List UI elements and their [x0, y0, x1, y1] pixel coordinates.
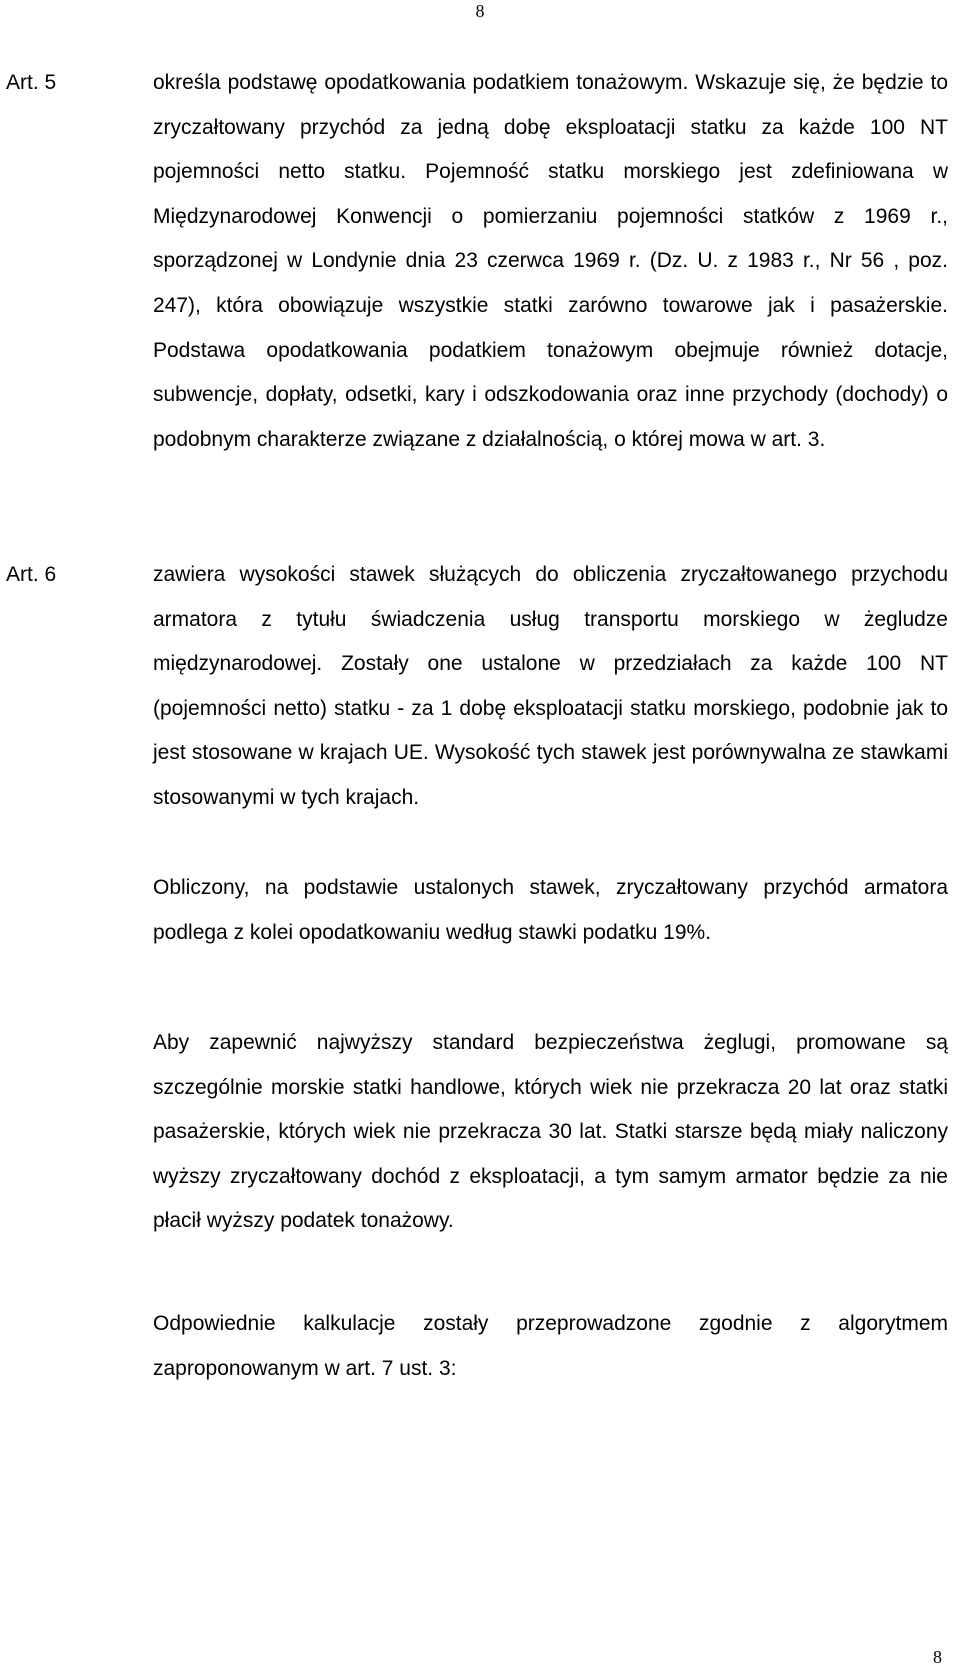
article-label: Art. 6: [6, 563, 57, 586]
article-6-paragraph-1: zawiera wysokości stawek służących do obliczenia zryczałtowanego przychodu armatora z tytułu świadczenia usług transportu morskiego w żegludze międzynarodowej. Zostały one ustalone w przedziałach za każde 100 NT (pojemności netto) statku - za 1 dobę eksploatacji statku morskiego, podobnie jak to jest stosowane w krajach UE. Wysokość tych stawek jest porównywalna ze stawkami stosowanymi w tych krajach.: [153, 563, 948, 809]
article-label: Art. 5: [6, 71, 57, 94]
article-6-paragraph-2: Obliczony, na podstawie ustalonych stawek, zryczałtowany przychód armatora podlega z kolei opodatkowaniu według stawki podatku 19%.: [153, 876, 948, 944]
page-number-top: 8: [475, 1, 485, 21]
article-6-paragraph-4: Odpowiednie kalkulacje zostały przeprowadzone zgodnie z algorytmem zaproponowanym w art. 7 ust. 3:: [153, 1312, 948, 1380]
article-5-paragraph: określa podstawę opodatkowania podatkiem tonażowym. Wskazuje się, że będzie to zryczałtowany przychód za jedną dobę eksploatacji statku za każde 100 NT pojemności netto statku. Pojemność statku morskiego jest zdefiniowana w Międzynarodowej Konwencji o pomierzaniu pojemności statków z 1969 r., sporządzonej w Londynie dnia 23 czerwca 1969 r. (Dz. U. z 1983 r., Nr 56 , poz. 247), która obowiązuje wszystkie statki zarówno towarowe jak i pasażerskie. Podstawa opodatkowania podatkiem tonażowym obejmuje również dotacje, subwencje, dopłaty, odsetki, kary i odszkodowania oraz inne przychody (dochody) o podobnym charakterze związane z działalnością, o której mowa w art. 3.: [153, 71, 948, 451]
page-number-bottom: 8: [933, 1647, 942, 1667]
article-6-paragraph-3: Aby zapewnić najwyższy standard bezpieczeństwa żeglugi, promowane są szczególnie morskie statki handlowe, których wiek nie przekracza 20 lat oraz statki pasażerskie, których wiek nie przekracza 30 lat. Statki starsze będą miały naliczony wyższy zryczałtowany dochód z eksploatacji, a tym samym armator będzie za nie płacił wyższy podatek tonażowy.: [153, 1031, 948, 1233]
